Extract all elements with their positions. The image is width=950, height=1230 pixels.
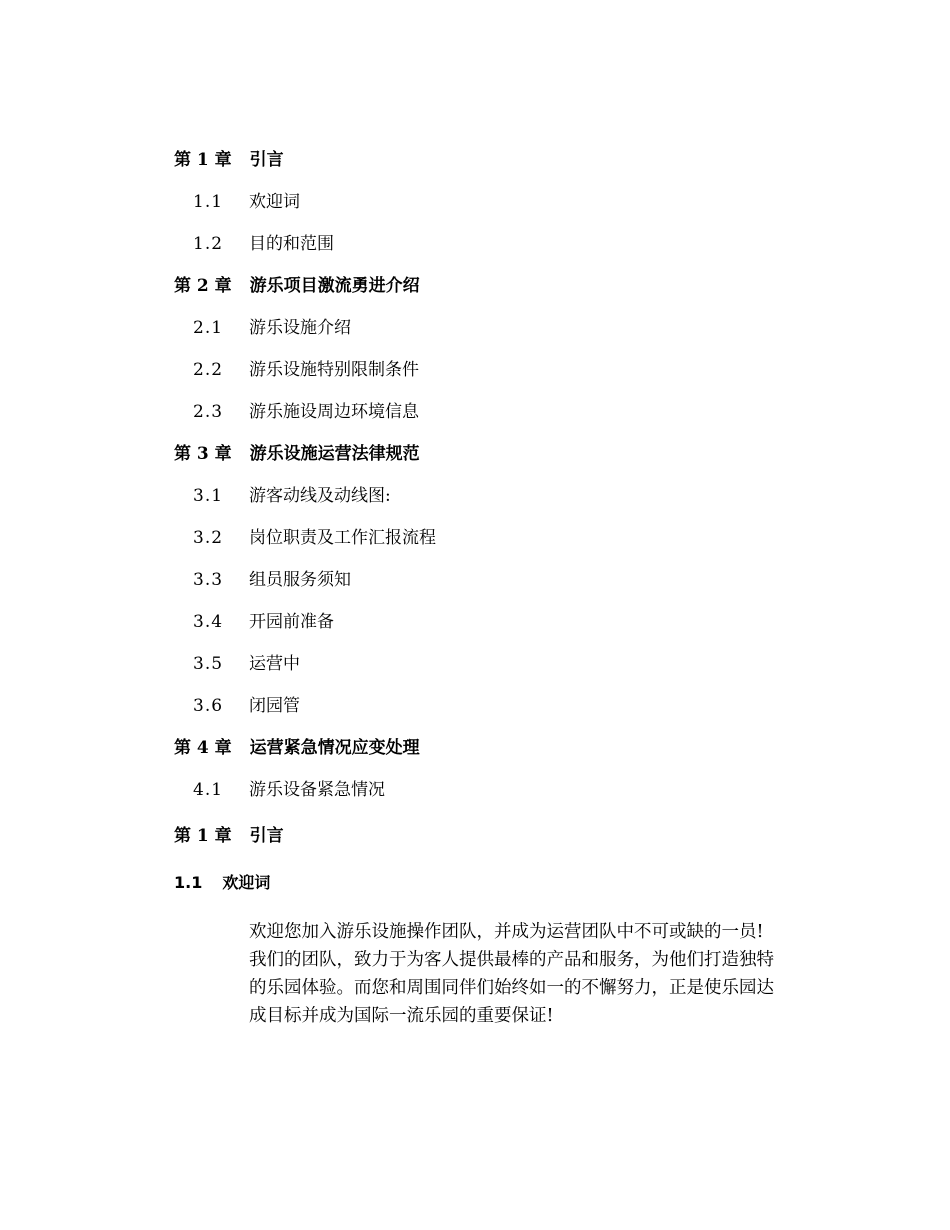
toc-chapter-title: 游乐项目激流勇进介绍 bbox=[249, 276, 420, 296]
toc-entry-2-2[interactable] bbox=[193, 359, 593, 381]
toc-entry-title: 组员服务须知 bbox=[249, 570, 351, 590]
toc-entry-1-2[interactable] bbox=[193, 233, 593, 255]
section-number: 1.1 bbox=[174, 873, 203, 892]
toc-entry-3-1[interactable] bbox=[193, 485, 593, 507]
toc-entry-number: 3.3 bbox=[193, 570, 224, 590]
toc-entry-title: 游乐设施介绍 bbox=[249, 318, 351, 338]
toc-entry-number: 3.4 bbox=[193, 612, 224, 632]
toc-entry-title: 游乐设备紧急情况 bbox=[249, 780, 385, 800]
toc-chapter-number: 第 3 章 bbox=[174, 444, 232, 464]
chapter-title: 引言 bbox=[249, 826, 284, 846]
toc-chapter-1[interactable] bbox=[174, 149, 284, 171]
toc-entry-3-5[interactable] bbox=[193, 653, 593, 675]
toc-entry-2-3[interactable] bbox=[193, 401, 593, 423]
toc-entry-title: 游乐设施特别限制条件 bbox=[249, 360, 419, 380]
toc-entry-title: 游乐施设周边环境信息 bbox=[249, 402, 419, 422]
toc-entry-number: 4.1 bbox=[193, 780, 224, 800]
toc-entry-title: 岗位职责及工作汇报流程 bbox=[249, 528, 436, 548]
toc-entry-number: 2.3 bbox=[193, 402, 224, 422]
toc-entry-number: 3.6 bbox=[193, 696, 224, 716]
toc-entry-1-1[interactable] bbox=[193, 191, 593, 213]
toc-entry-title: 运营中 bbox=[249, 654, 300, 674]
toc-chapter-3[interactable] bbox=[174, 443, 420, 465]
paragraph-line: 我们的团队，致力于为客人提供最棒的产品和服务，为他们打造独特 bbox=[249, 950, 774, 970]
toc-entry-title: 欢迎词 bbox=[249, 192, 300, 212]
toc-entry-title: 开园前准备 bbox=[249, 612, 334, 632]
toc-entry-number: 3.5 bbox=[193, 654, 224, 674]
toc-entry-number: 1.1 bbox=[193, 192, 224, 212]
section-title: 欢迎词 bbox=[222, 873, 271, 892]
toc-entry-3-2[interactable] bbox=[193, 527, 593, 549]
chapter-heading bbox=[174, 825, 284, 847]
toc-entry-3-4[interactable] bbox=[193, 611, 593, 633]
toc-entry-2-1[interactable] bbox=[193, 317, 593, 339]
section-heading bbox=[174, 872, 270, 894]
toc-entry-number: 2.2 bbox=[193, 360, 224, 380]
toc-entry-title: 游客动线及动线图: bbox=[249, 486, 391, 506]
toc-entry-number: 2.1 bbox=[193, 318, 224, 338]
toc-chapter-4[interactable] bbox=[174, 737, 420, 759]
toc-chapter-title: 游乐设施运营法律规范 bbox=[249, 444, 420, 464]
toc-entry-number: 3.2 bbox=[193, 528, 224, 548]
chapter-number: 第 1 章 bbox=[174, 826, 232, 846]
toc-entry-number: 1.2 bbox=[193, 234, 224, 254]
toc-chapter-number: 第 2 章 bbox=[174, 276, 232, 296]
toc-chapter-number: 第 1 章 bbox=[174, 150, 232, 170]
toc-chapter-number: 第 4 章 bbox=[174, 738, 232, 758]
toc-entry-title: 目的和范围 bbox=[249, 234, 334, 254]
toc-chapter-2[interactable] bbox=[174, 275, 420, 297]
toc-entry-title: 闭园管 bbox=[249, 696, 300, 716]
paragraph-line: 成目标并成为国际一流乐园的重要保证! bbox=[249, 1006, 554, 1026]
toc-entry-3-6[interactable] bbox=[193, 695, 593, 717]
paragraph-line: 欢迎您加入游乐设施操作团队，并成为运营团队中不可或缺的一员! bbox=[249, 922, 764, 942]
toc-entry-number: 3.1 bbox=[193, 486, 224, 506]
paragraph-line: 的乐园体验。而您和周围同伴们始终如一的不懈努力，正是使乐园达 bbox=[249, 978, 774, 998]
welcome-paragraph bbox=[249, 918, 814, 1030]
toc-entry-4-1[interactable] bbox=[193, 779, 593, 801]
toc-chapter-title: 运营紧急情况应变处理 bbox=[249, 738, 420, 758]
toc-chapter-title: 引言 bbox=[249, 150, 284, 170]
toc-entry-3-3[interactable] bbox=[193, 569, 593, 591]
